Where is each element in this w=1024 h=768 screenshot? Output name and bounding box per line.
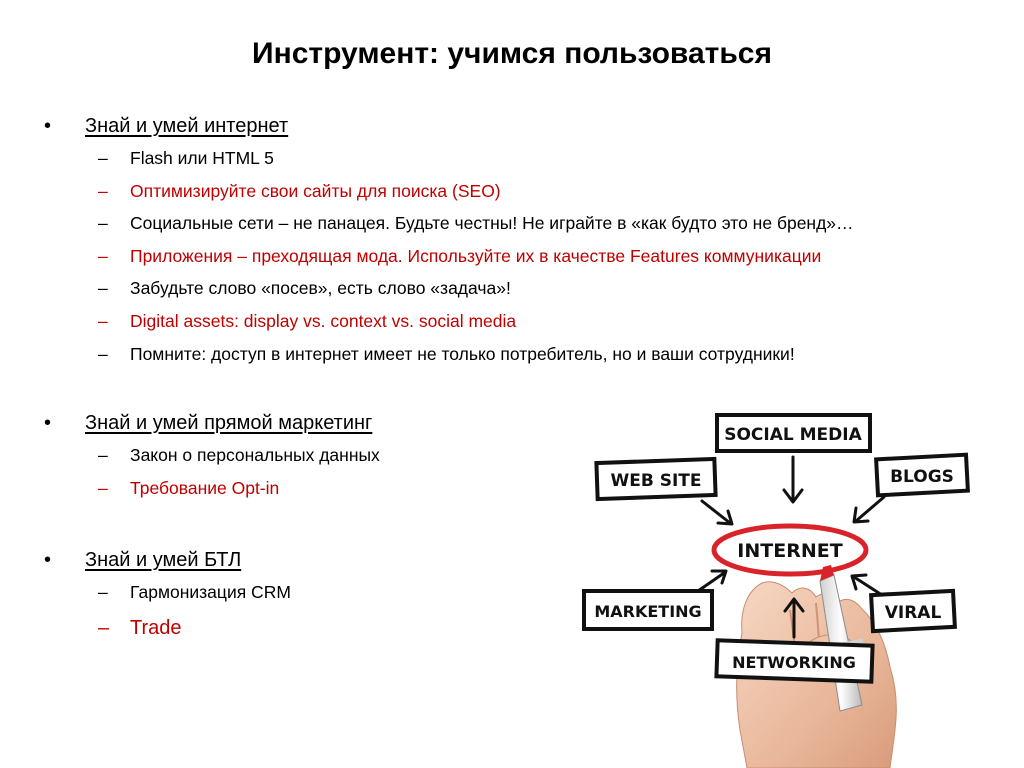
- list-item: [44, 142, 994, 175]
- list-item: [44, 272, 994, 305]
- list-item-text: Оптимизируйте свои сайты для поиска (SEO): [130, 180, 501, 201]
- section-heading: Знай и умей интернет: [85, 115, 289, 137]
- networking-node: [716, 640, 872, 681]
- arrow-from-viral: [852, 575, 882, 595]
- bullet-dash: –: [98, 582, 108, 602]
- bullet-dash: –: [98, 445, 108, 465]
- list-item: [44, 240, 994, 273]
- bullet-dash: –: [98, 477, 108, 498]
- svg-text:NETWORKING: NETWORKING: [732, 653, 856, 672]
- viral-node: [871, 591, 955, 631]
- list-item-text: Помните: доступ в интернет имеет не только потребитель, но и ваши сотрудники!: [130, 343, 795, 364]
- social-media-node: [717, 415, 870, 451]
- list-item: [44, 207, 994, 240]
- list-item: [44, 305, 994, 338]
- bullet-dash: –: [98, 278, 108, 299]
- list-item-text: Flash или HTML 5: [130, 148, 274, 168]
- section-internet: [44, 110, 994, 370]
- bullet-dash: –: [98, 180, 108, 201]
- slide-title: Инструмент: учимся пользоваться: [252, 37, 772, 70]
- section-heading-row: [44, 110, 994, 142]
- list-item-text: Гармонизация CRM: [130, 582, 291, 602]
- list-item: [44, 338, 994, 371]
- bullet-dash: –: [98, 213, 108, 234]
- svg-text:MARKETING: MARKETING: [594, 602, 702, 621]
- bullet-dash: –: [98, 616, 110, 639]
- arrow-from-web-site: [702, 501, 732, 524]
- svg-text:SOCIAL MEDIA: SOCIAL MEDIA: [724, 425, 862, 445]
- bullet-dot: •: [44, 115, 52, 137]
- arrow-from-marketing: [698, 571, 726, 591]
- internet-diagram: [572, 405, 992, 768]
- web-site-node: [596, 459, 715, 499]
- section-heading: Знай и умей БТЛ: [85, 549, 242, 571]
- list-item-text: Требование Opt-in: [130, 477, 280, 498]
- svg-text:VIRAL: VIRAL: [884, 603, 942, 623]
- bullet-dot: •: [44, 412, 52, 434]
- list-item-text: Социальные сети – не панацея. Будьте честны! Не играйте в «как будто это не бренд»…: [130, 213, 854, 234]
- bullet-dash: –: [98, 310, 108, 331]
- arrow-from-social-media: [784, 457, 802, 502]
- arrow-from-blogs: [854, 497, 884, 522]
- internet-node: [714, 526, 866, 574]
- list-item-text: Trade: [130, 616, 182, 639]
- bullet-dash: –: [98, 148, 108, 168]
- bullet-dot: •: [44, 549, 52, 571]
- blogs-node: [876, 455, 968, 496]
- bullet-dash: –: [98, 343, 108, 364]
- internet-label: INTERNET: [737, 540, 843, 562]
- svg-text:BLOGS: BLOGS: [890, 467, 954, 487]
- svg-text:WEB SITE: WEB SITE: [610, 471, 702, 491]
- bullet-dash: –: [98, 245, 108, 266]
- section-heading: Знай и умей прямой маркетинг: [85, 412, 373, 434]
- list-item-text: Закон о персональных данных: [130, 445, 380, 465]
- list-item-text: Забудьте слово «посев», есть слово «задача»!: [130, 278, 511, 299]
- marketing-node: [584, 591, 712, 629]
- list-item-text: Приложения – преходящая мода. Используйте их в качестве Features коммуникации: [130, 245, 822, 266]
- list-item-text: Digital assets: display vs. context vs. social media: [130, 310, 517, 331]
- list-item: [44, 175, 994, 208]
